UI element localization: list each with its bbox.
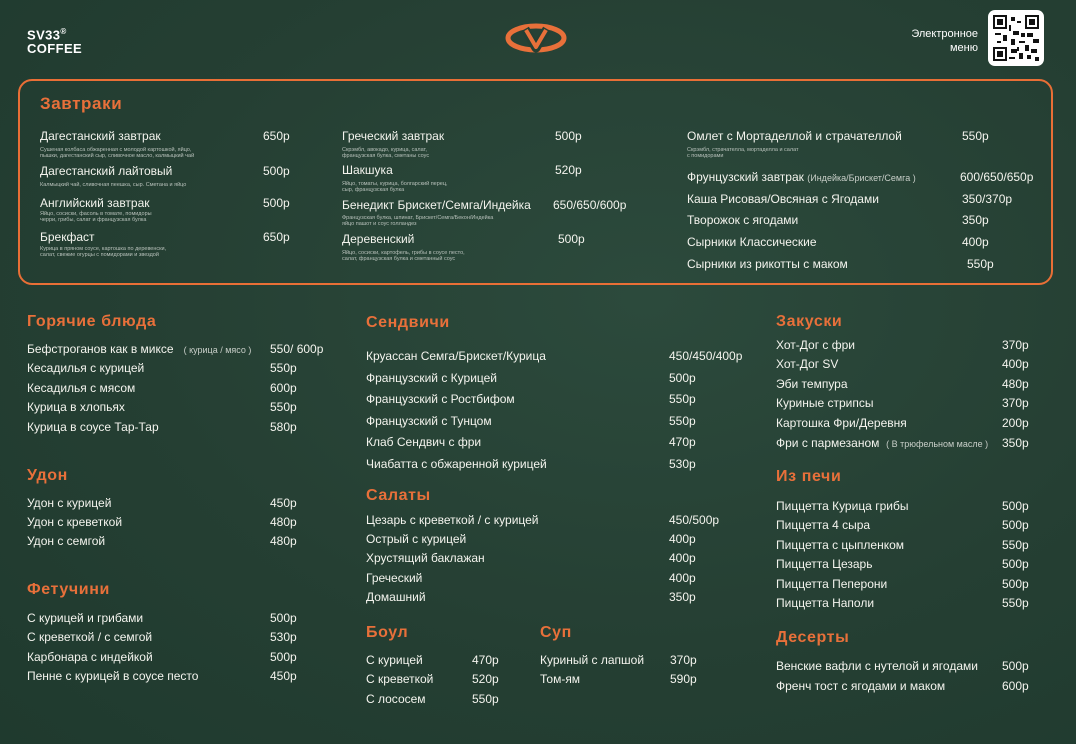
snacks-title: Закуски — [776, 313, 843, 330]
menu-item-name: Пиццетта Цезарь — [776, 557, 873, 571]
menu-item-name: Карбонара с индейкой — [27, 650, 153, 664]
menu-item-description: Французская булка, шпинат, Брискет/Семга/Бекон/Индейка яйцо пашот и соус голландез — [342, 215, 494, 227]
menu-item-price: 550р — [270, 400, 297, 414]
menu-item-price: 450/500р — [669, 513, 720, 527]
menu-item-name: Дагестанский лайтовый — [40, 164, 173, 178]
menu-item-description: Сушеная колбаса обжаренная с молодой картошкой, яйцо, пышки, дагестанский сыр, сливочное масло, калмыцкий чай — [40, 147, 195, 159]
menu-item-name: Картошка Фри/Деревня — [776, 416, 907, 430]
menu-item-name: Куриный с лапшой — [540, 653, 645, 667]
menu-item-price: 550р — [270, 361, 297, 375]
menu-item-name: Английский завтрак — [40, 196, 150, 210]
menu-item-name: Удон с креветкой — [27, 515, 123, 529]
registered-mark: ® — [60, 27, 67, 36]
menu-item-price: 500р — [263, 196, 290, 210]
menu-item-description: Яйцо, сосиски, фасоль в томате, помидоры черри, грибы, салат и французская булка — [40, 211, 152, 223]
oven-title: Из печи — [776, 468, 842, 485]
menu-item-price: 370р — [1002, 338, 1029, 352]
menu-item-price: 350р — [962, 213, 989, 227]
menu-item-name: Кесадилья с мясом — [27, 381, 136, 395]
menu-item-price: 480р — [270, 534, 297, 548]
menu-item-name: С креветкой — [366, 672, 434, 686]
qr-code-icon[interactable] — [988, 10, 1044, 66]
menu-item-name: Венские вафли с нутелой и ягодами — [776, 659, 978, 673]
menu-item-name: Каша Рисовая/Овсяная с Ягодами — [687, 192, 879, 206]
menu-item-name: Французский с Ростбифом — [366, 392, 515, 406]
menu-item-price: 450р — [270, 496, 297, 510]
menu-item-price: 650/650/600р — [553, 198, 627, 212]
menu-item-name: Фрунцузский завтрак (Индейка/Брискет/Семга ) — [687, 170, 916, 184]
menu-item-name: Клаб Сендвич с фри — [366, 435, 482, 449]
menu-item-price: 450р — [270, 669, 297, 683]
menu-item-price: 600/650/650р — [960, 170, 1034, 184]
menu-item-name: Творожок с ягодами — [687, 213, 799, 227]
menu-item-name: Бефстроганов как в миксе ( курица / мясо ) — [27, 342, 252, 356]
menu-item-name: Курица в соусе Тар-Тар — [27, 420, 159, 434]
sandwiches-title: Сендвичи — [366, 314, 450, 331]
menu-item-note: ( В трюфельном масле ) — [886, 439, 989, 449]
menu-item-name: Домашний — [366, 590, 426, 604]
menu-item-name: Куриные стрипсы — [776, 396, 874, 410]
menu-item-price: 550р — [669, 414, 696, 428]
menu-item-name: Острый с курицей — [366, 532, 467, 546]
menu-item-price: 650р — [263, 129, 290, 143]
brand-name: SV33 — [27, 27, 61, 43]
menu-item-price: 400р — [669, 551, 696, 565]
menu-item-note: (Индейка/Брискет/Семга ) — [807, 173, 916, 183]
menu-item-name: Дагестанский завтрак — [40, 129, 161, 143]
menu-item-price: 530р — [270, 630, 297, 644]
desserts-title: Десерты — [776, 629, 850, 646]
brand-logo-text — [27, 25, 82, 56]
menu-item-name: Хрустящий баклажан — [366, 551, 485, 565]
menu-item-name: Кесадилья с курицей — [27, 361, 145, 375]
menu-item-price: 480р — [270, 515, 297, 529]
menu-item-price: 590р — [670, 672, 697, 686]
menu-item-description: Калмыцкий чай, сливочная пеешка, сыр. Сметана и яйцо — [40, 182, 187, 188]
menu-item-price: 400р — [1002, 357, 1029, 371]
menu-item-name: С креветкой / с семгой — [27, 630, 153, 644]
menu-item-name: С курицей и грибами — [27, 611, 144, 625]
menu-item-price: 200р — [1002, 416, 1029, 430]
bowl-title: Боул — [366, 624, 409, 641]
hot-dishes-title: Горячие блюда — [27, 313, 157, 330]
menu-item-name: Пенне с курицей в соусе песто — [27, 669, 199, 683]
menu-item-description: Курица в пряном соусе, картошка по деревенски, салат, свежие огурцы с помидорами и звездой — [40, 246, 167, 258]
menu-item-price: 650р — [263, 230, 290, 244]
menu-item-price: 500р — [1002, 577, 1029, 591]
menu-item-price: 500р — [1002, 659, 1029, 673]
menu-item-name: Деревенский — [342, 232, 415, 246]
salads-title: Салаты — [366, 487, 431, 504]
menu-item-name: Цезарь с креветкой / с курицей — [366, 513, 539, 527]
menu-item-price: 500р — [270, 650, 297, 664]
menu-item-name: Пиццетта с цыпленком — [776, 538, 905, 552]
menu-item-price: 350р — [1002, 436, 1029, 450]
menu-item-price: 400р — [962, 235, 989, 249]
menu-item-price: 500р — [555, 129, 582, 143]
menu-item-name: С курицей — [366, 653, 423, 667]
menu-item-price: 450/450/400р — [669, 349, 743, 363]
menu-item-price: 400р — [669, 532, 696, 546]
menu-item-price: 600р — [1002, 679, 1029, 693]
brand-subtitle: COFFEE — [27, 41, 83, 57]
menu-item-price: 550р — [1002, 538, 1029, 552]
menu-item-name: Сырники Классические — [687, 235, 817, 249]
fettuccine-title: Фетучини — [27, 581, 110, 598]
menu-item-price: 500р — [270, 611, 297, 625]
menu-item-price: 350/370р — [962, 192, 1013, 206]
menu-item-price: 550р — [472, 692, 499, 706]
menu-item-price: 470р — [472, 653, 499, 667]
menu-item-name: Том-ям — [540, 672, 581, 686]
menu-item-name: Омлет с Мортаделлой и страчателлой — [687, 129, 902, 143]
menu-item-price: 500р — [1002, 557, 1029, 571]
menu-item-description: Скрэмбл, страчателла, мортаделла и салат с помидорами — [687, 147, 799, 159]
menu-item-name: Хот-Дог с фри — [776, 338, 856, 352]
menu-item-price: 370р — [670, 653, 697, 667]
menu-item-description: Яйцо, сосиски, картофель, грибы в соусе песто, салат, французская булка и сметанный соус — [342, 250, 465, 262]
menu-item-price: 550р — [1002, 596, 1029, 610]
menu-item-name: Фри с пармезаном ( В трюфельном масле ) — [776, 436, 989, 450]
menu-item-name: Френч тост с ягодами и маком — [776, 679, 946, 693]
menu-item-name: Сырники из рикотты с маком — [687, 257, 848, 271]
menu-item-name: Греческий — [366, 571, 423, 585]
menu-item-price: 370р — [1002, 396, 1029, 410]
menu-item-price: 550р — [962, 129, 989, 143]
menu-item-price: 580р — [270, 420, 297, 434]
menu-item-description: Яйцо, томаты, курица, болгарский перец, сыр, французская булка — [342, 181, 448, 193]
menu-item-name: Круассан Семга/Брискет/Курица — [366, 349, 546, 363]
menu-item-price: 500р — [1002, 499, 1029, 513]
menu-item-name: Пиццетта Пеперони — [776, 577, 888, 591]
menu-item-price: 480р — [1002, 377, 1029, 391]
menu-item-name: Брекфаст — [40, 230, 95, 244]
menu-item-price: 500р — [558, 232, 585, 246]
menu-item-name: Эби темпура — [776, 377, 848, 391]
menu-item-price: 500р — [669, 371, 696, 385]
menu-item-name: Бенедикт Брискет/Семга/Индейка — [342, 198, 531, 212]
menu-item-price: 550р — [967, 257, 994, 271]
menu-item-name: Пиццетта Курица грибы — [776, 499, 909, 513]
menu-item-name: Шакшука — [342, 163, 393, 177]
menu-item-price: 470р — [669, 435, 696, 449]
menu-item-name: Хот-Дог SV — [776, 357, 839, 371]
menu-item-price: 550р — [669, 392, 696, 406]
menu-item-price: 600р — [270, 381, 297, 395]
menu-item-name: Греческий завтрак — [342, 129, 445, 143]
menu-item-name: Французский с Тунцом — [366, 414, 492, 428]
breakfast-title: Завтраки — [40, 94, 123, 113]
menu-item-name: Курица в хлопьях — [27, 400, 125, 414]
menu-item-price: 350р — [669, 590, 696, 604]
menu-item-name: Пиццетта 4 сыра — [776, 518, 871, 532]
menu-item-description: Скрэмбл, авокадо, курица, салат, французская булка, сметаны соус — [342, 147, 430, 159]
menu-item-name: Пиццетта Наполи — [776, 596, 875, 610]
menu-item-price: 520р — [472, 672, 499, 686]
menu-item-price: 500р — [263, 164, 290, 178]
menu-item-price: 500р — [1002, 518, 1029, 532]
menu-item-name: С лососем — [366, 692, 426, 706]
soup-title: Суп — [540, 624, 572, 641]
menu-item-name: Французский с Курицей — [366, 371, 498, 385]
menu-item-name: Чиабатта с обжаренной курицей — [366, 457, 547, 471]
udon-title: Удон — [27, 467, 68, 484]
menu-item-name: Удон с курицей — [27, 496, 112, 510]
menu-item-price: 520р — [555, 163, 582, 177]
menu-item-price: 400р — [669, 571, 696, 585]
menu-item-price: 530р — [669, 457, 696, 471]
menu-item-note: ( курица / мясо ) — [183, 345, 252, 355]
electronic-menu-label: Электронное меню — [911, 28, 978, 54]
menu-item-price: 550/ 600р — [270, 342, 324, 356]
menu-item-name: Удон с семгой — [27, 534, 106, 548]
sv-logo-icon — [505, 21, 567, 55]
